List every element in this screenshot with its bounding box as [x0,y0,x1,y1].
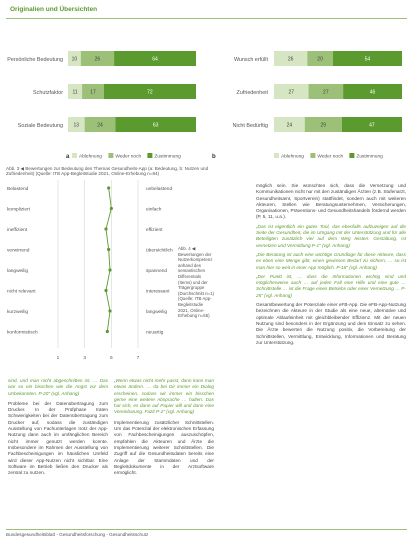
legend-swatch [72,153,77,158]
right-pole-label: interessant [146,289,170,295]
legend-label: Weder noch [317,154,344,160]
data-label: 27 [288,89,295,96]
right-pole-label: neuartig [146,330,164,336]
bar-panel-b [212,51,402,160]
data-label: 64 [152,56,158,63]
panel-letter: a [66,154,70,160]
text-column-middle [114,378,214,476]
left-pole-label: kompliziert [7,207,30,213]
category-label: Persönliche Bedeutung [7,57,63,63]
data-point [108,268,111,271]
quote-paragraph: „Die Beratung ist auch eine wichtige Grundlage für diese Akteure, dass es eben eine Menge gibt, einen gewissen Bedarf zu sichern, … so ist man hier so weit in einer App möglich. P-18" (vgl. Anhang) [256,251,406,270]
legend-swatch [274,153,279,158]
data-label: 13 [73,122,80,129]
figure-3-svg [6,22,407,162]
left-pole-label: Belastend [7,187,29,192]
right-pole-label: spannend [146,269,168,274]
category-label: Nicht Bedürftig [232,123,268,129]
body-paragraph: möglich sein. Sie wünschten sich, dass die Vernetzung und Kommunikationen nicht nur mit den zuständigen Ärzten (z.B. Stufenarzt, Gesundheitsamt, Sportverein) stattfindet, sondern auch mit weiteren Akteuren, Stellen wie Beratungsunternehmen, Versicherungen, Organisationen, Präventions- und Gesundheitshandeln fördernd werden (P, 5, 11, u.a.). [256,183,406,220]
data-point [110,207,113,210]
figure-4-caption: Abb. 4 ◀ Bewertungen der Nutzerkompetenz anhand des semantischen Differentials (Items) und der Trägergruppe (Durchschnitt n=1) (Quelle: ITB App-Begleitstudie 2021, Online-Erhebung n=55) [178,246,214,319]
figure-4-svg [6,178,202,376]
data-label: 24 [286,122,293,129]
figure-4 [6,178,202,376]
legend-label: Ablehnung [281,154,304,160]
legend-label: Zustimmung [356,154,383,160]
data-label: 10 [71,56,78,63]
data-label: 11 [72,89,78,96]
right-pole-label: übersichtlich [146,248,173,254]
figure-3 [6,22,407,162]
legend-label: Weder noch [115,154,142,160]
left-pole-label: langweilig [7,269,29,274]
body-paragraph: Probleme bei der Datenübertragung zum Drucker. In der Prüfphase traten Schwierigkeiten bei der Datenübertragung zum Drucker auf, sodass die zuständigen Ausstellung von Fachunterlagen trotz der App-Nutzung dann auch im umfänglichen Bereich nicht immer genutzt werden konnte. Insbesondere im Rahmen der Ausstellung von Fachbescheinigungen im häuslichen Umfeld wird dieser App-Nutzen nicht sichtbar. Eine Software im Betrieb ließen den Drucker als zentral zu nutzen. [8,400,108,476]
data-label: 72 [147,89,153,96]
quote-paragraph: „Das ist eigentlich ein gutes Tool, das ebenfalls aufzuzeigen auf die Seite der Gesundheit, die im Umgang mit der Unterstützung und für alle Beteiligten zusätzlich viel auf dem Weg leisten. Gestaltung, ist vernetzen und Vermittlung P-1" (vgl. Anhang) [256,223,406,248]
legend-swatch [108,153,113,158]
category-label: Soziale Bedeutung [17,123,63,129]
body-paragraph: Gesamtbewertung der Potenziale einer eFB-App. Die eFB-App-Nutzung bezeichnen die Akteure in der Studie als eine neue, alternative und optimale Ablaufeinheit mit gleichbleibender Effizienz. Mit der neuen Nutzung sind besonders in der Ergänzung und dem Einsatz zu sehen. Die Ärzte bewerten die Nutzung positiv, die Vorbereitung der Schnittstellen, Vermittlung, Entwicklung, Informationen und Beratung zur Unterstützung. [256,302,406,345]
data-label: 20 [317,56,323,63]
quote-paragraph: „Der Punkt ist, … dass die Informationen wichtig sind und möglicherweise auch … auf jeden Fall eine Hilfe und eine gute … Schnittstelle … ist die Frage eines Betriebs oder einer Vernetzung … P-25" (vgl. Anhang) [256,273,406,298]
right-pole-label: einfach [146,207,162,213]
data-label: 24 [97,122,103,129]
text-column-right [256,183,406,346]
tick-label: 3 [83,356,87,361]
data-point [104,227,107,230]
tick-label: 7 [136,356,140,361]
right-pole-label: unbelastend [146,187,173,192]
header-bar [6,5,407,19]
section-title: Originalien und Übersichten [10,6,98,13]
left-pole-label: nicht relevant [7,289,36,295]
figure-3-caption: Abb. 3 ◀ Bewertungen zur Bedeutung des Themas Gesundheits-App (a: Bedeutung, b: Nutzen und Zufriedenheit) (Quelle: ITB App-Begleitstudie 2021, Online-Erhebung n=84) [6,166,209,177]
data-label: 29 [320,122,327,129]
bar-panel-a [7,51,196,160]
category-label: Schutzfaktor [33,90,63,96]
data-label: 26 [94,56,101,63]
data-label: 17 [90,89,96,96]
data-point [106,330,109,333]
data-point [104,289,107,292]
left-pole-label: konformistisch [7,330,38,336]
legend-swatch [147,153,152,158]
text-column-left [8,378,108,476]
left-pole-label: verwirrend [7,248,30,254]
legend-swatch [349,153,354,158]
footer-rule [6,529,407,530]
footer-journal-name: Bundesgesundheitsblatt - Gesundheitsforschung - Gesundheitsschutz [6,532,149,537]
right-pole-label: langweilig [146,310,168,315]
body-paragraph: Implementierung zusätzlicher Schnittstellen. Um das Potenzial der elektronischen Erfassung von Fachbescheinigungen auszuschöpfen, empfahlen die Akteuren und Ärzte die Implementierung weiterer Schnittstellen. Die Zugriff auf die Gesundheitsdaten bereits eine Anlage der Stammdaten und der Begleitdokumente in der Arztsoftware ermöglicht. [114,419,214,476]
legend-label: Zustimmung [154,154,181,160]
data-label: 46 [369,89,376,96]
data-label: 26 [287,56,294,63]
quote-paragraph: sind, und man nicht abgeschnitten ist. … Das war so ein bisschen wie die Angst vor dem Unbekannten. P-20" (vgl. Anhang) [8,378,108,396]
data-label: 54 [364,56,371,63]
data-point [107,186,110,189]
right-pole-label: effizient [146,228,163,233]
category-label: Zufriedenheit [236,90,268,96]
legend-label: Ablehnung [79,154,102,160]
tick-label: 5 [109,356,113,361]
legend-swatch [310,153,315,158]
data-label: 47 [369,122,375,129]
data-point [107,248,110,251]
data-label: 63 [152,122,159,129]
tick-label: 1 [56,356,60,361]
panel-letter: b [212,154,216,160]
quote-paragraph: „Wenn etwas nicht mehr passt, dann kann man etwas ändern. … da bei Dir immer ein Dialog erscheinen, sodass wir immer ein bisschen gerne eine weitere Absprache … halten. Das hat sich, es dann auf Papier will und dann eine Vereinbarung. Fazit P-2" (vgl. Anhang) [114,378,214,415]
category-label: Wunsch erfüllt [233,57,268,63]
left-pole-label: ineffizient [7,228,28,233]
left-pole-label: kurzweilig [7,310,29,315]
data-label: 27 [323,89,329,96]
data-point [108,309,111,312]
